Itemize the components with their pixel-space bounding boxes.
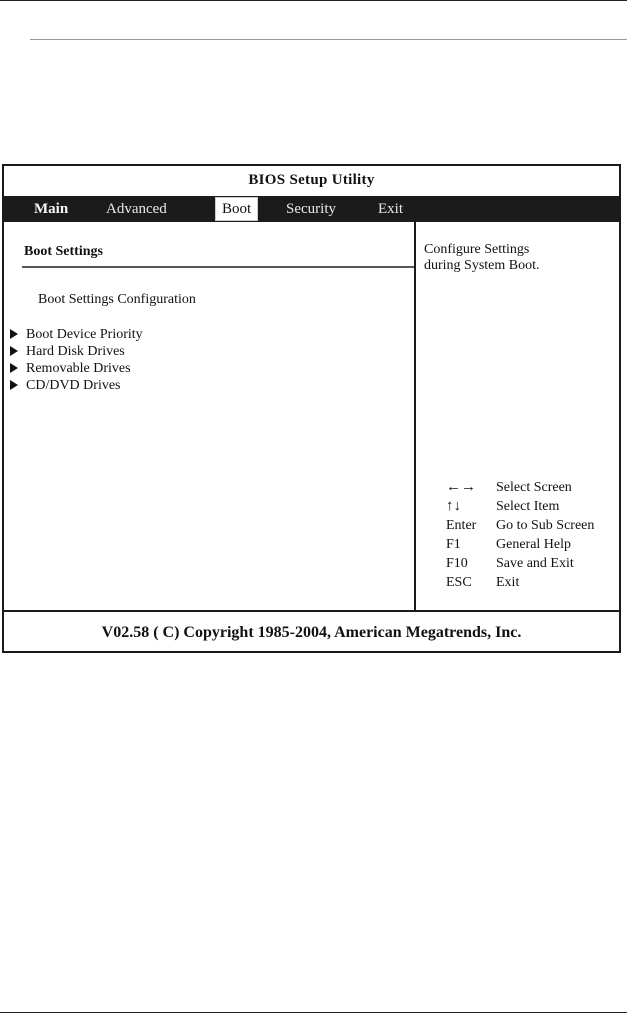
bios-setup-window — [2, 164, 621, 653]
settings-pane — [4, 222, 416, 610]
key-row-f10 — [446, 554, 594, 573]
key-label: F1 — [446, 537, 461, 552]
page-header-rule — [30, 39, 627, 40]
key-action: Save and Exit — [496, 556, 574, 571]
submenu-label: Boot Device Priority — [26, 327, 143, 342]
tab-boot[interactable]: Boot — [215, 197, 258, 221]
help-line: during System Boot. — [424, 258, 540, 273]
submenu-label: CD/DVD Drives — [26, 378, 121, 393]
key-row-esc — [446, 573, 594, 592]
key-action: Select Item — [496, 499, 560, 514]
submenu-boot-device-priority[interactable] — [10, 326, 143, 343]
up-down-arrow-icon: ↑↓ — [446, 498, 461, 514]
submenu-arrow-icon — [10, 346, 18, 356]
submenu-arrow-icon — [10, 329, 18, 339]
left-right-arrow-icon: ←→ — [446, 479, 476, 495]
key-action: General Help — [496, 537, 572, 552]
help-text — [424, 242, 614, 274]
help-line: Configure Settings — [424, 242, 530, 257]
section-divider — [22, 266, 414, 268]
bios-title: BIOS Setup Utility — [248, 172, 375, 188]
config-label: Boot Settings Configuration — [38, 292, 196, 307]
key-row-f1 — [446, 535, 594, 554]
footer-divider — [4, 610, 619, 612]
submenu-hard-disk-drives[interactable] — [10, 343, 143, 360]
boot-submenu-list — [10, 326, 143, 394]
tab-exit[interactable]: Exit — [378, 201, 403, 217]
tab-security[interactable]: Security — [286, 201, 336, 217]
key-action: Exit — [496, 575, 520, 590]
key-row-select-item — [446, 497, 594, 516]
key-row-enter — [446, 516, 594, 535]
page-bottom-rule — [0, 1012, 627, 1013]
submenu-label: Removable Drives — [26, 361, 131, 376]
submenu-cd-dvd-drives[interactable] — [10, 377, 143, 394]
page-top-rule — [0, 0, 627, 1]
submenu-removable-drives[interactable] — [10, 360, 143, 377]
help-pane — [416, 222, 619, 610]
submenu-arrow-icon — [10, 363, 18, 373]
key-action: Select Screen — [496, 480, 572, 495]
key-label: ESC — [446, 575, 472, 590]
menu-bar — [4, 196, 619, 222]
section-title: Boot Settings — [24, 244, 103, 259]
copyright-footer: V02.58 ( C) Copyright 1985-2004, American Megatrends, Inc. — [101, 624, 522, 641]
key-label: Enter — [446, 518, 477, 533]
submenu-label: Hard Disk Drives — [26, 344, 125, 359]
key-row-select-screen — [446, 478, 594, 497]
tab-main[interactable]: Main — [34, 201, 69, 217]
key-action: Go to Sub Screen — [496, 518, 595, 533]
key-label: F10 — [446, 556, 468, 571]
submenu-arrow-icon — [10, 380, 18, 390]
tab-advanced[interactable]: Advanced — [106, 201, 167, 217]
key-legend — [446, 478, 594, 592]
